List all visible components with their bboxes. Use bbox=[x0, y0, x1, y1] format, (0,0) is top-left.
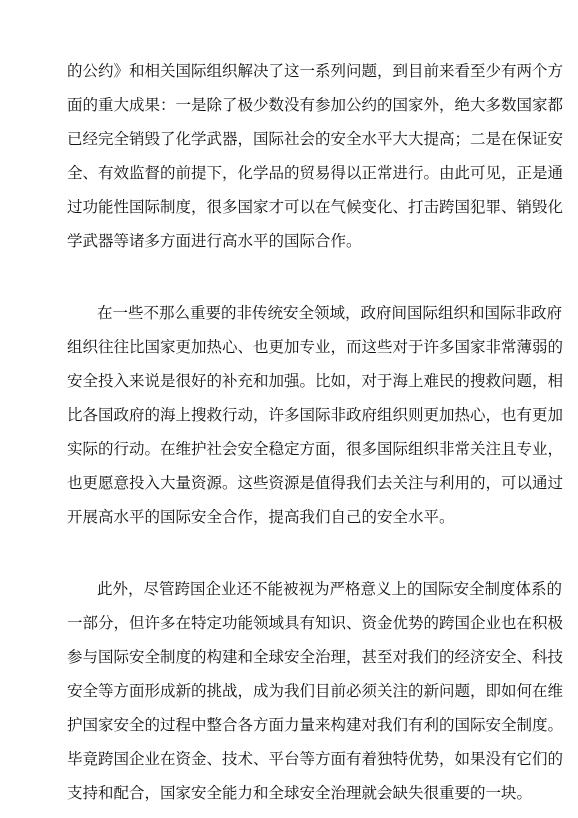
text-line: 开展高水平的国际安全合作，提高我们自己的安全水平。 bbox=[67, 508, 455, 526]
text-line: 也更愿意投入大量资源。这些资源是值得我们去关注与利用的，可以通过 bbox=[67, 474, 564, 492]
text-line: 参与国际安全制度的构建和全球安全治理，甚至对我们的经济安全、科技 bbox=[67, 648, 564, 666]
text-line: 的公约》和相关国际组织解决了这一系列问题，到目前来看至少有两个方 bbox=[67, 62, 564, 80]
text-line: 比各国政府的海上搜救行动，许多国际非政府组织则更加热心，也有更加 bbox=[67, 406, 564, 424]
text-line: 护国家安全的过程中整合各方面力量来构建对我们有利的国际安全制度。 bbox=[67, 716, 564, 734]
text-line: 毕竟跨国企业在资金、技术、平台等方面有着独特优势，如果没有它们的 bbox=[67, 750, 564, 768]
text-line: 组织往往比国家更加热心、也更加专业，而这些对于许多国家非常薄弱的 bbox=[67, 338, 564, 356]
text-line: 安全投入来说是很好的补充和加强。比如，对于海上难民的搜救问题，相 bbox=[67, 372, 564, 390]
text-line: 在一些不那么重要的非传统安全领域，政府间国际组织和国际非政府 bbox=[97, 304, 563, 322]
text-line: 支持和配合，国家安全能力和全球安全治理就会缺失很重要的一块。 bbox=[67, 784, 533, 802]
text-line: 学武器等诸多方面进行高水平的国际合作。 bbox=[67, 232, 362, 250]
text-line: 一部分，但许多在特定功能领域具有知识、资金优势的跨国企业也在积极 bbox=[67, 614, 564, 632]
text-line: 安全等方面形成新的挑战，成为我们目前必须关注的新问题，即如何在维 bbox=[67, 682, 564, 700]
text-line: 此外，尽管跨国企业还不能被视为严格意义上的国际安全制度体系的 bbox=[97, 580, 563, 598]
text-line: 已经完全销毁了化学武器，国际社会的安全水平大大提高；二是在保证安 bbox=[67, 130, 564, 148]
text-line: 过功能性国际制度，很多国家才可以在气候变化、打击跨国犯罪、销毁化 bbox=[67, 198, 564, 216]
text-line: 全、有效监督的前提下，化学品的贸易得以正常进行。由此可见，正是通 bbox=[67, 164, 564, 182]
text-line: 实际的行动。在维护社会安全稳定方面，很多国际组织非常关注且专业， bbox=[67, 440, 564, 458]
text-line: 面的重大成果：一是除了极少数没有参加公约的国家外，绝大多数国家都 bbox=[67, 96, 564, 114]
